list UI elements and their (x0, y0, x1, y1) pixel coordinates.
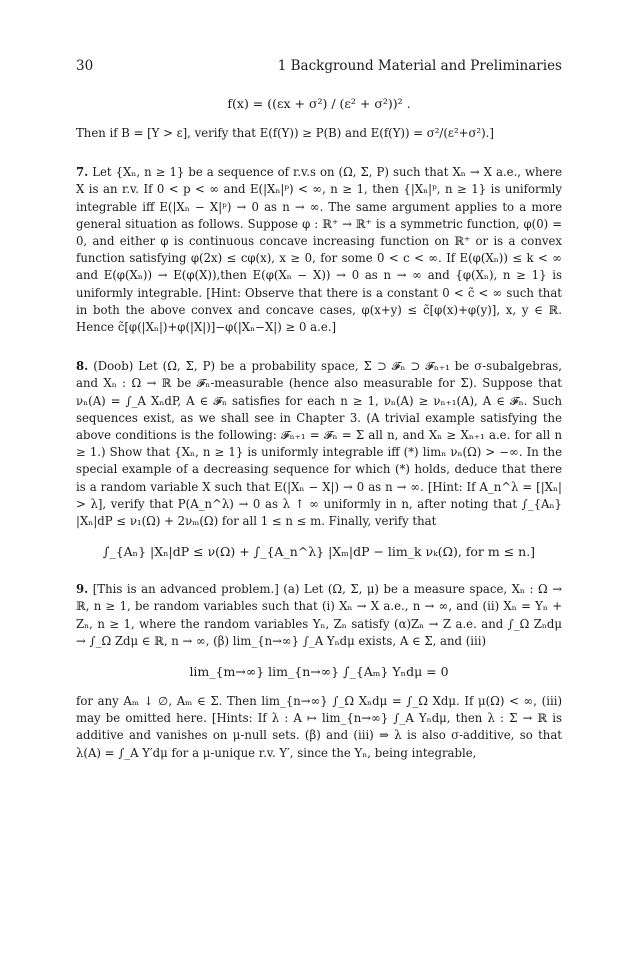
page-number: 30 (76, 58, 94, 74)
formula-integral-bound: ∫_{Aₙ} |Xₙ|dP ≤ ν(Ω) + ∫_{A_n^λ} |Xₘ|dP − lim_k νₖ(Ω), for m ≤ n.] (102, 544, 536, 560)
problem-number: 9. (76, 582, 89, 597)
problem-9-continued: for any Aₘ ↓ ∅, Aₘ ∈ Σ. Then lim_{n→∞} ∫_Ω Xₙdμ = ∫_Ω Xdμ. If μ(Ω) < ∞, (iii) may be omitted here. [Hints: If λ : A ↦ lim_{n→∞} ∫_A Yₙdμ, then λ : Σ → ℝ is additive and vanishes on μ-null sets. (β) and (iii) ⇒ λ is also σ-additive, so that λ(A) = ∫_A Y′dμ for a μ-unique r.v. Y′, since the Yₙ, being integrable, (76, 694, 562, 760)
running-title: 1 Background Material and Preliminaries (277, 58, 562, 74)
problem-8 (76, 358, 562, 530)
problem-number: 8. (76, 359, 89, 374)
problem-number: 7. (76, 165, 89, 180)
problem-text: Let {Xₙ, n ≥ 1} be a sequence of r.v.s on (Ω, Σ, P) such that Xₙ → X a.e., where X is an r.v. If 0 < p < ∞ and E(|Xₙ|ᵖ) < ∞, n ≥ 1, then {|Xₙ|ᵖ, n ≥ 1} is uniformly integrable iff E(|Xₙ − X|ᵖ) → 0 as n → ∞. The same argument applies to a more general situation as follows. Suppose φ : ℝ⁺ → ℝ⁺ is a symmetric function, φ(0) = 0, and either φ is continuous concave increasing function on ℝ⁺ or is a convex function satisfying φ(2x) ≤ cφ(x), x ≥ 0, for some 0 < c < ∞. If E(φ(Xₙ)) ≤ k < ∞ and E(φ(Xₙ)) → E(φ(X)),then E(φ(Xₙ − X)) → 0 as n → ∞ and {φ(Xₙ), n ≥ 1} is uniformly integrable. [Hint: Observe that there is a constant 0 < c̃ < ∞ such that in both the above convex and concave cases, φ(x+y) ≤ c̃[φ(x)+φ(y)], x, y ∈ ℝ. Hence c̃[φ(|Xₙ|)+φ(|X|)]−φ(|Xₙ−X|) ≥ 0 a.e.] (76, 165, 562, 335)
problem-text: [This is an advanced problem.] (a) Let (Ω, Σ, μ) be a measure space, Xₙ : Ω → ℝ, n ≥ 1, be random variables such that (i) Xₙ → X a.e., n → ∞, and (ii) Xₙ = Yₙ + Zₙ, n ≥ 1, where the random variables Yₙ, Zₙ satisfy (α)Zₙ → Z a.e. and ∫_Ω Zₙdμ → ∫_Ω Zdμ ∈ ℝ, n → ∞, (β) lim_{n→∞} ∫_A Yₙdμ exists, A ∈ Σ, and (iii) (76, 582, 562, 648)
formula-f: f(x) = ((εx + σ²) / (ε² + σ²))² . (227, 96, 411, 111)
problem-text: (Doob) Let (Ω, Σ, P) be a probability space, Σ ⊃ 𝓕ₙ ⊃ 𝓕ₙ₊₁ be σ-subalgebras, and Xₙ : Ω → ℝ be 𝓕ₙ-measurable (hence also measurable for Σ). Suppose that νₙ(A) = ∫_A XₙdP, A ∈ 𝓕ₙ satisfies for each n ≥ 1, νₙ(A) ≥ νₙ₊₁(A), A ∈ 𝓕ₙ. Such sequences exist, as we shall see in Chapter 3. (A trivial example satisfying the above conditions is the following: 𝓕ₙ₊₁ = 𝓕ₙ = Σ all n, and Xₙ ≥ Xₙ₊₁ a.e. for all n ≥ 1.) Show that {Xₙ, n ≥ 1} is uniformly integrable iff (*) limₙ νₙ(Ω) > −∞. In the special example of a decreasing sequence for which (*) holds, deduce that there is a random variable X such that E(|Xₙ − X|) → 0 as n → ∞. [Hint: If A_n^λ = [|Xₙ| > λ], verify that P(A_n^λ) → 0 as λ ↑ ∞ uniformly in n, after noting that ∫_{Aₙ} |Xₙ|dP ≤ ν₁(Ω) + 2νₘ(Ω) for all 1 ≤ n ≤ m. Finally, verify that (76, 359, 562, 529)
page (76, 58, 562, 762)
page-header (76, 58, 562, 74)
problem-7 (76, 164, 562, 336)
note-then: Then if B = [Y > ε], verify that E(f(Y)) ≥ P(B) and E(f(Y)) = σ²/(ε²+σ²).] (76, 126, 494, 140)
formula-double-limit: lim_{m→∞} lim_{n→∞} ∫_{Aₘ} Yₙdμ = 0 (189, 664, 449, 680)
problem-9 (76, 581, 562, 650)
